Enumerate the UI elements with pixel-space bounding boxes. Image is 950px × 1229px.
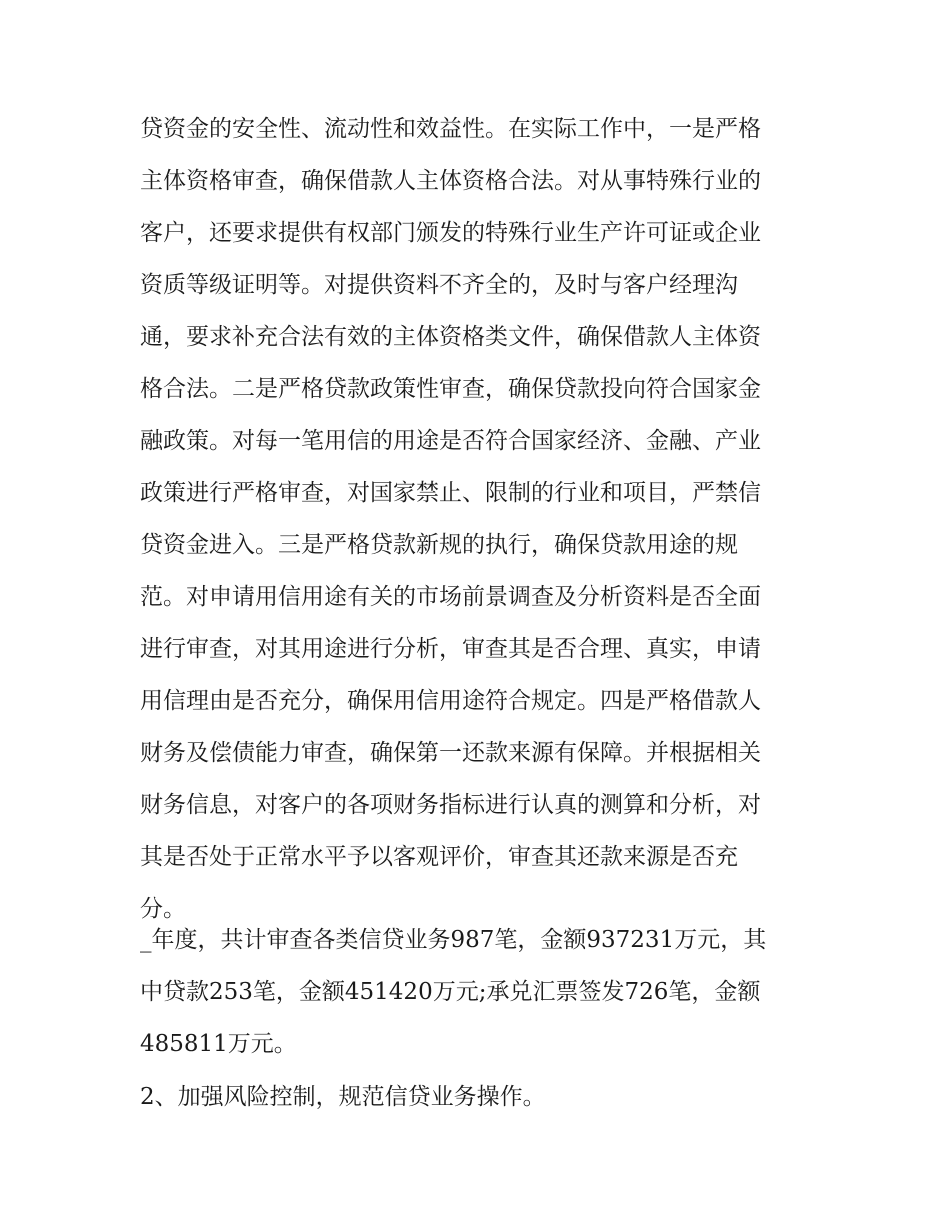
paragraph-line: 范。对申请用信用途有关的市场前景调查及分析资料是否全面	[140, 584, 761, 610]
paragraph-line: 485811万元。	[140, 1031, 297, 1057]
paragraph-line: 财务信息，对客户的各项财务指标进行认真的测算和分析，对	[140, 792, 761, 818]
paragraph-line: 格合法。二是严格贷款政策性审查，确保贷款投向符合国家金	[140, 376, 761, 402]
paragraph-line: 贷资金的安全性、流动性和效益性。在实际工作中，一是严格	[140, 116, 761, 142]
section-heading-text: 2、加强风险控制，规范信贷业务操作。	[140, 1084, 546, 1110]
paragraph-line: 贷资金进入。三是严格贷款新规的执行，确保贷款用途的规	[140, 532, 738, 558]
paragraph-line: 其是否处于正常水平予以客观评价，审查其还款来源是否充	[140, 844, 738, 870]
section-heading	[140, 1071, 820, 1123]
paragraph-line: 财务及偿债能力审查，确保第一还款来源有保障。并根据相关	[140, 740, 761, 766]
paragraph-line: 用信理由是否充分，确保用信用途符合规定。四是严格借款人	[140, 688, 761, 714]
paragraph-line: 进行审查，对其用途进行分析，审查其是否合理、真实，申请	[140, 636, 761, 662]
body-paragraph-credit-review	[140, 103, 820, 935]
paragraph-line: 政策进行严格审查，对国家禁止、限制的行业和项目，严禁信	[140, 480, 761, 506]
paragraph-line: 融政策。对每一笔用信的用途是否符合国家经济、金融、产业	[140, 428, 761, 454]
paragraph-line: 主体资格审查，确保借款人主体资格合法。对从事特殊行业的	[140, 168, 761, 194]
paragraph-line: 通，要求补充合法有效的主体资格类文件，确保借款人主体资	[140, 324, 761, 350]
paragraph-line: 分。	[140, 896, 186, 922]
paragraph-line: 资质等级证明等。对提供资料不齐全的，及时与客户经理沟	[140, 272, 738, 298]
paragraph-line: _年度，共计审查各类信贷业务987笔，金额937231万元，其	[140, 927, 767, 953]
paragraph-line: 客户，还要求提供有权部门颁发的特殊行业生产许可证或企业	[140, 220, 761, 246]
paragraph-line: 中贷款253笔，金额451420万元;承兑汇票签发726笔，金额	[140, 979, 761, 1005]
body-paragraph-annual-stats	[140, 914, 820, 1070]
